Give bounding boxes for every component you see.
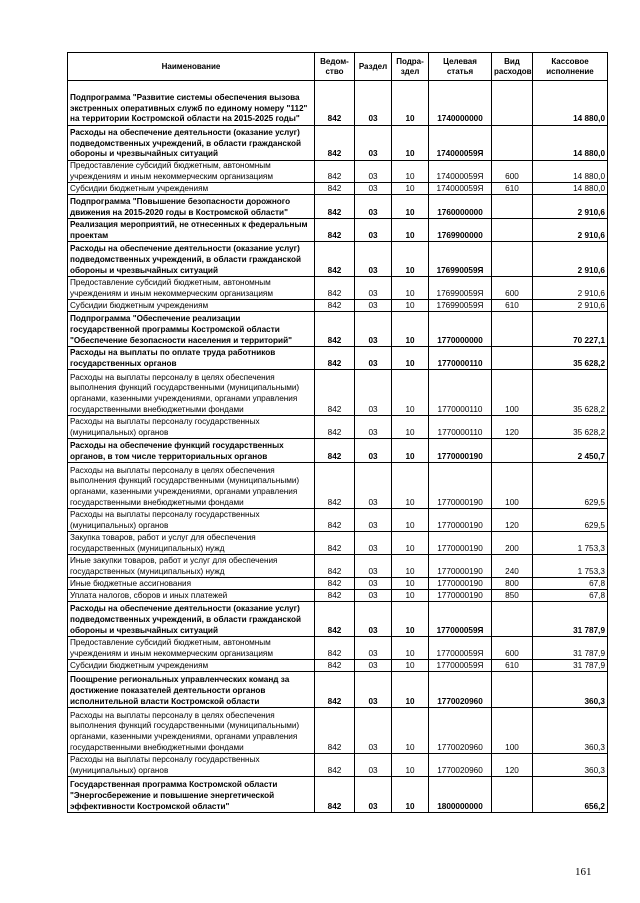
- cell-kassovoe-ispolnenie: 1 753,3: [533, 532, 608, 555]
- cell-name: Расходы на выплаты персоналу в целях обеспечения выполнения функций государственными (муниципальными) органами, казенными учреждениями, органами управления государственными внебюджетными фондами: [68, 370, 315, 416]
- cell-podrazdel: 10: [392, 242, 429, 277]
- cell-podrazdel: 10: [392, 590, 429, 602]
- cell-celevaya-statya: 1770000190: [429, 509, 492, 532]
- cell-name: Расходы на выплаты персоналу в целях обеспечения выполнения функций государственными (муниципальными) органами, казенными учреждениями, органами управления государственными внебюджетными фондами: [68, 708, 315, 754]
- cell-name: Уплата налогов, сборов и иных платежей: [68, 590, 315, 602]
- cell-podrazdel: 10: [392, 195, 429, 219]
- cell-vid-rashodov: [492, 347, 533, 370]
- table-row: [68, 439, 608, 463]
- cell-name: Расходы на обеспечение деятельности (оказание услуг) подведомственных учреждений, в области гражданской обороны и чрезвычайных ситуаций: [68, 126, 315, 161]
- cell-name: Расходы на выплаты по оплате труда работников государственных органов: [68, 347, 315, 370]
- cell-celevaya-statya: 176990059Я: [429, 300, 492, 312]
- cell-celevaya-statya: 176990059Я: [429, 277, 492, 300]
- header-vedomstvo: Ведом-ство: [315, 53, 355, 81]
- cell-razdel: 03: [355, 81, 392, 126]
- cell-name: Предоставление субсидий бюджетным, автономным учреждениям и иным некоммерческим организациям: [68, 277, 315, 300]
- cell-razdel: 03: [355, 509, 392, 532]
- cell-podrazdel: 10: [392, 754, 429, 777]
- cell-vedomstvo: 842: [315, 126, 355, 161]
- cell-razdel: 03: [355, 312, 392, 347]
- cell-razdel: 03: [355, 463, 392, 509]
- cell-vedomstvo: 842: [315, 672, 355, 708]
- cell-vid-rashodov: [492, 81, 533, 126]
- cell-kassovoe-ispolnenie: 14 880,0: [533, 183, 608, 195]
- table-row: [68, 578, 608, 590]
- cell-podrazdel: 10: [392, 555, 429, 578]
- cell-podrazdel: 10: [392, 183, 429, 195]
- cell-kassovoe-ispolnenie: 14 880,0: [533, 161, 608, 183]
- cell-vid-rashodov: [492, 672, 533, 708]
- cell-celevaya-statya: 1770020960: [429, 708, 492, 754]
- cell-name: Реализация мероприятий, не отнесенных к федеральным проектам: [68, 219, 315, 242]
- cell-vid-rashodov: [492, 602, 533, 637]
- cell-podrazdel: 10: [392, 532, 429, 555]
- cell-kassovoe-ispolnenie: 70 227,1: [533, 312, 608, 347]
- cell-celevaya-statya: 1800000000: [429, 777, 492, 813]
- cell-vedomstvo: 842: [315, 754, 355, 777]
- cell-podrazdel: 10: [392, 81, 429, 126]
- table-row: [68, 672, 608, 708]
- cell-kassovoe-ispolnenie: 67,8: [533, 578, 608, 590]
- cell-podrazdel: 10: [392, 708, 429, 754]
- cell-kassovoe-ispolnenie: 14 880,0: [533, 81, 608, 126]
- cell-kassovoe-ispolnenie: 14 880,0: [533, 126, 608, 161]
- cell-razdel: 03: [355, 660, 392, 672]
- page-number: 161: [575, 866, 592, 878]
- cell-podrazdel: 10: [392, 672, 429, 708]
- cell-podrazdel: 10: [392, 463, 429, 509]
- cell-razdel: 03: [355, 439, 392, 463]
- table-row: [68, 126, 608, 161]
- table-row: [68, 463, 608, 509]
- cell-name: Расходы на обеспечение деятельности (оказание услуг) подведомственных учреждений, в области гражданской обороны и чрезвычайных ситуаций: [68, 242, 315, 277]
- cell-razdel: 03: [355, 347, 392, 370]
- cell-razdel: 03: [355, 277, 392, 300]
- cell-celevaya-statya: 1770000190: [429, 555, 492, 578]
- cell-kassovoe-ispolnenie: 2 910,6: [533, 195, 608, 219]
- cell-razdel: 03: [355, 195, 392, 219]
- cell-name: Подпрограмма "Повышение безопасности дорожного движения на 2015-2020 годы в Костромской области": [68, 195, 315, 219]
- table-row: [68, 754, 608, 777]
- cell-celevaya-statya: 176990059Я: [429, 242, 492, 277]
- table-row: [68, 81, 608, 126]
- table-row: [68, 590, 608, 602]
- cell-name: Подпрограмма "Обеспечение реализации государственной программы Костромской области "Обеспечение безопасности населения и территорий": [68, 312, 315, 347]
- cell-name: Расходы на выплаты персоналу государственных (муниципальных) органов: [68, 509, 315, 532]
- cell-celevaya-statya: 1770020960: [429, 672, 492, 708]
- cell-vedomstvo: 842: [315, 578, 355, 590]
- cell-podrazdel: 10: [392, 161, 429, 183]
- cell-celevaya-statya: 1770020960: [429, 754, 492, 777]
- cell-vid-rashodov: [492, 242, 533, 277]
- header-name: Наименование: [68, 53, 315, 81]
- cell-kassovoe-ispolnenie: 360,3: [533, 672, 608, 708]
- cell-kassovoe-ispolnenie: 31 787,9: [533, 602, 608, 637]
- cell-razdel: 03: [355, 532, 392, 555]
- cell-name: Расходы на обеспечение деятельности (оказание услуг) подведомственных учреждений, в области гражданской обороны и чрезвычайных ситуаций: [68, 602, 315, 637]
- table-row: [68, 708, 608, 754]
- cell-name: Предоставление субсидий бюджетным, автономным учреждениям и иным некоммерческим организациям: [68, 161, 315, 183]
- cell-vid-rashodov: 100: [492, 463, 533, 509]
- cell-kassovoe-ispolnenie: 2 910,6: [533, 277, 608, 300]
- table-row: [68, 532, 608, 555]
- cell-name: Субсидии бюджетным учреждениям: [68, 660, 315, 672]
- cell-podrazdel: 10: [392, 370, 429, 416]
- cell-vedomstvo: 842: [315, 81, 355, 126]
- header-row: [68, 53, 608, 81]
- cell-vedomstvo: 842: [315, 509, 355, 532]
- cell-celevaya-statya: 174000059Я: [429, 161, 492, 183]
- cell-vid-rashodov: 610: [492, 183, 533, 195]
- header-celevaya-statya: Целевая статья: [429, 53, 492, 81]
- cell-vid-rashodov: 120: [492, 509, 533, 532]
- cell-kassovoe-ispolnenie: 629,5: [533, 463, 608, 509]
- cell-podrazdel: 10: [392, 312, 429, 347]
- cell-vid-rashodov: 800: [492, 578, 533, 590]
- cell-vid-rashodov: 850: [492, 590, 533, 602]
- cell-vid-rashodov: 100: [492, 370, 533, 416]
- cell-podrazdel: 10: [392, 637, 429, 660]
- cell-celevaya-statya: 1769900000: [429, 219, 492, 242]
- cell-celevaya-statya: 1770000110: [429, 347, 492, 370]
- cell-vedomstvo: 842: [315, 777, 355, 813]
- cell-razdel: 03: [355, 708, 392, 754]
- table-row: [68, 300, 608, 312]
- cell-vid-rashodov: 120: [492, 416, 533, 439]
- cell-razdel: 03: [355, 754, 392, 777]
- cell-celevaya-statya: 1740000000: [429, 81, 492, 126]
- cell-vid-rashodov: 120: [492, 754, 533, 777]
- cell-vedomstvo: 842: [315, 708, 355, 754]
- cell-vid-rashodov: [492, 777, 533, 813]
- cell-podrazdel: 10: [392, 578, 429, 590]
- cell-name: Расходы на выплаты персоналу государственных (муниципальных) органов: [68, 416, 315, 439]
- cell-vedomstvo: 842: [315, 195, 355, 219]
- cell-razdel: 03: [355, 300, 392, 312]
- cell-vid-rashodov: [492, 126, 533, 161]
- table-row: [68, 602, 608, 637]
- cell-vedomstvo: 842: [315, 439, 355, 463]
- table-body: [68, 81, 608, 813]
- cell-kassovoe-ispolnenie: 67,8: [533, 590, 608, 602]
- budget-sheet: [67, 52, 607, 813]
- table-row: [68, 637, 608, 660]
- table-row: [68, 312, 608, 347]
- cell-name: Иные бюджетные ассигнования: [68, 578, 315, 590]
- cell-kassovoe-ispolnenie: 2 910,6: [533, 300, 608, 312]
- cell-vedomstvo: 842: [315, 161, 355, 183]
- cell-vid-rashodov: [492, 439, 533, 463]
- cell-name: Расходы на выплаты персоналу государственных (муниципальных) органов: [68, 754, 315, 777]
- cell-razdel: 03: [355, 126, 392, 161]
- cell-razdel: 03: [355, 370, 392, 416]
- cell-podrazdel: 10: [392, 416, 429, 439]
- cell-razdel: 03: [355, 777, 392, 813]
- cell-vedomstvo: 842: [315, 219, 355, 242]
- cell-name: Государственная программа Костромской области "Энергосбережение и повышение энергетической эффективности Костромской области": [68, 777, 315, 813]
- header-podrazdel: Подра-здел: [392, 53, 429, 81]
- table-row: [68, 777, 608, 813]
- cell-vid-rashodov: 600: [492, 637, 533, 660]
- cell-kassovoe-ispolnenie: 35 628,2: [533, 347, 608, 370]
- cell-vid-rashodov: 240: [492, 555, 533, 578]
- cell-celevaya-statya: 1770000000: [429, 312, 492, 347]
- cell-name: Субсидии бюджетным учреждениям: [68, 300, 315, 312]
- cell-vedomstvo: 842: [315, 277, 355, 300]
- cell-vid-rashodov: 610: [492, 300, 533, 312]
- cell-celevaya-statya: 1760000000: [429, 195, 492, 219]
- table-row: [68, 277, 608, 300]
- cell-name: Расходы на обеспечение функций государственных органов, в том числе территориальных органов: [68, 439, 315, 463]
- cell-kassovoe-ispolnenie: 1 753,3: [533, 555, 608, 578]
- table-row: [68, 370, 608, 416]
- cell-name: Закупка товаров, работ и услуг для обеспечения государственных (муниципальных) нужд: [68, 532, 315, 555]
- cell-vedomstvo: 842: [315, 183, 355, 195]
- table-row: [68, 195, 608, 219]
- cell-kassovoe-ispolnenie: 35 628,2: [533, 416, 608, 439]
- cell-celevaya-statya: 1770000190: [429, 532, 492, 555]
- cell-celevaya-statya: 1770000190: [429, 590, 492, 602]
- cell-kassovoe-ispolnenie: 629,5: [533, 509, 608, 532]
- cell-podrazdel: 10: [392, 509, 429, 532]
- cell-celevaya-statya: 1770000190: [429, 463, 492, 509]
- cell-vedomstvo: 842: [315, 312, 355, 347]
- cell-vedomstvo: 842: [315, 555, 355, 578]
- cell-podrazdel: 10: [392, 347, 429, 370]
- cell-vedomstvo: 842: [315, 532, 355, 555]
- cell-celevaya-statya: 1770000190: [429, 439, 492, 463]
- cell-razdel: 03: [355, 637, 392, 660]
- cell-vid-rashodov: [492, 219, 533, 242]
- cell-vid-rashodov: 200: [492, 532, 533, 555]
- cell-celevaya-statya: 177000059Я: [429, 660, 492, 672]
- cell-name: Субсидии бюджетным учреждениям: [68, 183, 315, 195]
- cell-name: Предоставление субсидий бюджетным, автономным учреждениям и иным некоммерческим организациям: [68, 637, 315, 660]
- cell-razdel: 03: [355, 219, 392, 242]
- cell-podrazdel: 10: [392, 660, 429, 672]
- cell-razdel: 03: [355, 578, 392, 590]
- cell-razdel: 03: [355, 672, 392, 708]
- cell-vedomstvo: 842: [315, 370, 355, 416]
- cell-vid-rashodov: 600: [492, 277, 533, 300]
- cell-podrazdel: 10: [392, 219, 429, 242]
- cell-vid-rashodov: 600: [492, 161, 533, 183]
- cell-celevaya-statya: 1770000190: [429, 578, 492, 590]
- cell-podrazdel: 10: [392, 602, 429, 637]
- cell-vedomstvo: 842: [315, 300, 355, 312]
- header-kassovoe-ispolnenie: Кассовое исполнение: [533, 53, 608, 81]
- cell-vedomstvo: 842: [315, 637, 355, 660]
- table-row: [68, 183, 608, 195]
- table-row: [68, 219, 608, 242]
- cell-kassovoe-ispolnenie: 360,3: [533, 754, 608, 777]
- budget-table: [67, 52, 608, 813]
- cell-vedomstvo: 842: [315, 660, 355, 672]
- cell-kassovoe-ispolnenie: 2 910,6: [533, 219, 608, 242]
- cell-kassovoe-ispolnenie: 2 450,7: [533, 439, 608, 463]
- cell-razdel: 03: [355, 602, 392, 637]
- cell-razdel: 03: [355, 183, 392, 195]
- table-row: [68, 509, 608, 532]
- cell-vid-rashodov: [492, 312, 533, 347]
- cell-podrazdel: 10: [392, 300, 429, 312]
- cell-podrazdel: 10: [392, 777, 429, 813]
- cell-kassovoe-ispolnenie: 2 910,6: [533, 242, 608, 277]
- table-row: [68, 660, 608, 672]
- cell-podrazdel: 10: [392, 439, 429, 463]
- cell-razdel: 03: [355, 590, 392, 602]
- cell-celevaya-statya: 1770000110: [429, 370, 492, 416]
- cell-kassovoe-ispolnenie: 31 787,9: [533, 660, 608, 672]
- cell-razdel: 03: [355, 242, 392, 277]
- cell-podrazdel: 10: [392, 277, 429, 300]
- table-row: [68, 161, 608, 183]
- header-razdel: Раздел: [355, 53, 392, 81]
- cell-vid-rashodov: 610: [492, 660, 533, 672]
- cell-celevaya-statya: 177000059Я: [429, 637, 492, 660]
- cell-vedomstvo: 842: [315, 602, 355, 637]
- cell-vedomstvo: 842: [315, 347, 355, 370]
- cell-celevaya-statya: 174000059Я: [429, 183, 492, 195]
- cell-kassovoe-ispolnenie: 656,2: [533, 777, 608, 813]
- cell-vedomstvo: 842: [315, 590, 355, 602]
- cell-kassovoe-ispolnenie: 31 787,9: [533, 637, 608, 660]
- cell-vedomstvo: 842: [315, 416, 355, 439]
- cell-razdel: 03: [355, 161, 392, 183]
- table-row: [68, 242, 608, 277]
- cell-kassovoe-ispolnenie: 35 628,2: [533, 370, 608, 416]
- cell-podrazdel: 10: [392, 126, 429, 161]
- table-row: [68, 416, 608, 439]
- cell-name: Подпрограмма "Развитие системы обеспечения вызова экстренных оперативных служб по единому номеру "112" на территории Костромской области на 2015-2025 годы": [68, 81, 315, 126]
- cell-name: Расходы на выплаты персоналу в целях обеспечения выполнения функций государственными (муниципальными) органами, казенными учреждениями, органами управления государственными внебюджетными фондами: [68, 463, 315, 509]
- cell-razdel: 03: [355, 555, 392, 578]
- cell-vedomstvo: 842: [315, 242, 355, 277]
- header-vid-rashodov: Вид расходов: [492, 53, 533, 81]
- cell-celevaya-statya: 1770000110: [429, 416, 492, 439]
- cell-celevaya-statya: 177000059Я: [429, 602, 492, 637]
- cell-name: Иные закупки товаров, работ и услуг для обеспечения государственных (муниципальных) нужд: [68, 555, 315, 578]
- cell-name: Поощрение региональных управленческих команд за достижение показателей деятельности органов исполнительной власти Костромской области: [68, 672, 315, 708]
- table-row: [68, 555, 608, 578]
- cell-kassovoe-ispolnenie: 360,3: [533, 708, 608, 754]
- table-row: [68, 347, 608, 370]
- cell-razdel: 03: [355, 416, 392, 439]
- cell-vedomstvo: 842: [315, 463, 355, 509]
- cell-vid-rashodov: 100: [492, 708, 533, 754]
- cell-celevaya-statya: 174000059Я: [429, 126, 492, 161]
- cell-vid-rashodov: [492, 195, 533, 219]
